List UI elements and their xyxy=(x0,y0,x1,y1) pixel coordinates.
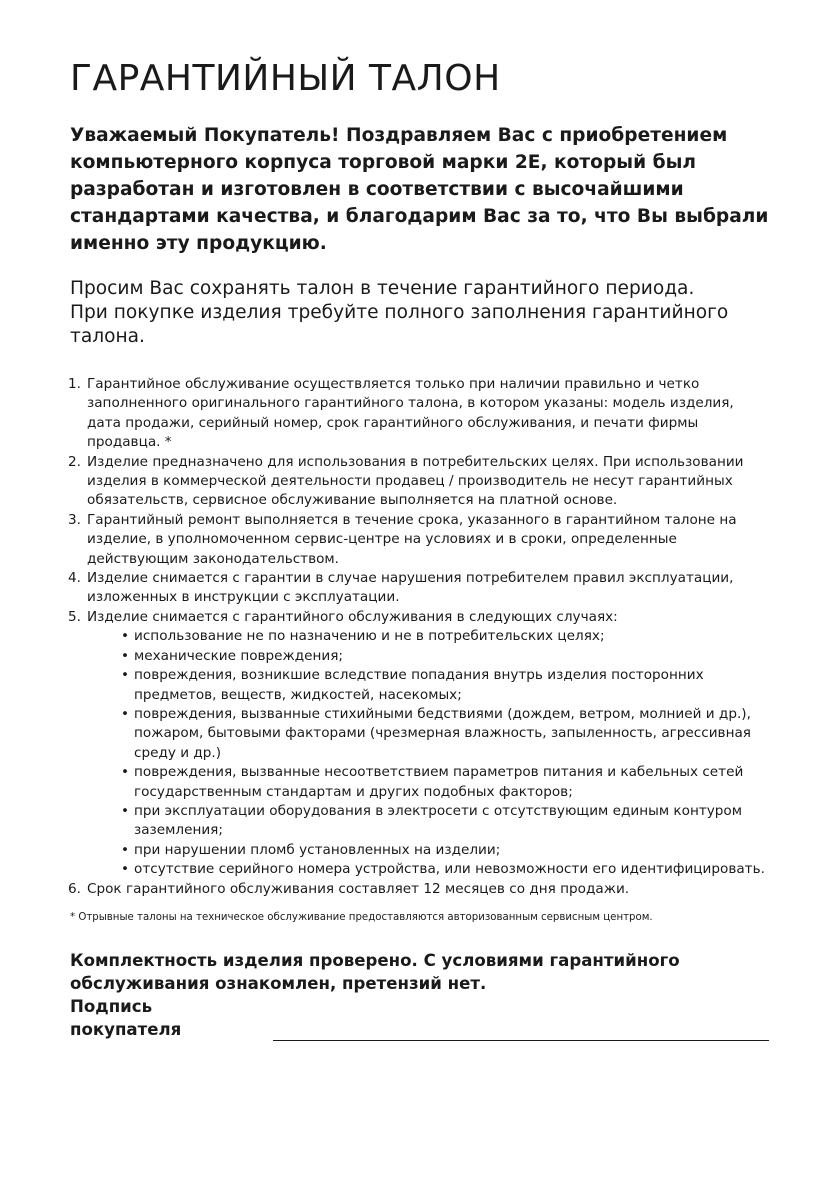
exclusion-case: • использование не по назначению и не в потребительских целях; xyxy=(121,627,769,646)
request-line-2: При покупке изделия требуйте полного заполнения гарантийного талона. xyxy=(70,302,729,347)
term-item xyxy=(70,511,769,569)
signature-line xyxy=(273,1021,769,1041)
exclusion-case: • при нарушении пломб установленных на изделии; xyxy=(121,841,769,860)
term-text: Изделие снимается с гарантийного обслуживания в следующих случаях: xyxy=(87,608,618,625)
intro-paragraph: Уважаемый Покупатель! Поздравляем Вас с приобретением компьютерного корпуса торговой марки 2E, который был разработан и изготовлен в соответствии с высочайшими стандартами качества, и благодарим Вас за то, что Вы выбрали именно эту продукцию. xyxy=(70,125,769,254)
request-line-1: Просим Вас сохранять талон в течение гарантийного периода. xyxy=(70,278,695,299)
term-number: 6. xyxy=(68,880,81,897)
exclusion-case: • повреждения, вызванные несоответствием параметров питания и кабельных сетей государственным стандартам и других подобных факторов; xyxy=(121,763,769,802)
term-number: 2. xyxy=(68,453,81,470)
exclusion-case: • отсутствие серийного номера устройства, или невозможности его идентифицировать. xyxy=(121,860,769,879)
term-text: Изделие снимается с гарантии в случае нарушения потребителем правил эксплуатации, изложенных в инструкции с эксплуатации. xyxy=(87,570,734,606)
page-title: ГАРАНТИЙНЫЙ ТАЛОН xyxy=(70,58,501,99)
request-paragraph xyxy=(70,277,769,349)
term-item xyxy=(70,608,769,880)
exclusion-case: • повреждения, возникшие вследствие попадания внутрь изделия посторонних предметов, веществ, жидкостей, насекомых; xyxy=(121,666,769,705)
term-number: 4. xyxy=(68,570,81,587)
terms-list xyxy=(70,375,769,899)
term-item xyxy=(70,453,769,511)
term-number: 3. xyxy=(68,511,81,528)
term-text: Изделие предназначено для использования в потребительских целях. При использовании изделия в коммерческой деятельности продавец / производитель не несут гарантийных обязательств, сервисное обслуживание выполняется на платной основе. xyxy=(87,453,744,509)
signature-label: Подпись покупателя xyxy=(70,996,182,1039)
term-item xyxy=(70,375,769,453)
term-item xyxy=(70,569,769,608)
signature-row xyxy=(70,995,769,1041)
term-text: Гарантийный ремонт выполняется в течение срока, указанного в гарантийном талоне на изделие, в уполномоченном сервис-центре на условиях и в сроки, определенные действующим законодательством. xyxy=(87,511,737,567)
term-number: 5. xyxy=(68,608,81,625)
acknowledgement-text: Комплектность изделия проверено. С условиями гарантийного обслуживания ознакомлен, претензий нет. xyxy=(70,950,680,993)
term-text: Гарантийное обслуживание осуществляется только при наличии правильно и четко заполненного оригинального гарантийного талона, в котором указаны: модель изделия, дата продажи, серийный номер, срок гарантийного обслуживания, и печати фирмы продавца. * xyxy=(87,376,734,451)
exclusion-case: • при эксплуатации оборудования в электросети с отсутствующим единым контуром заземления; xyxy=(121,802,769,841)
exclusion-case: • механические повреждения; xyxy=(121,647,769,666)
term-number: 1. xyxy=(68,376,81,392)
exclusion-cases-list xyxy=(87,627,769,879)
footnote: * Отрывные талоны на техническое обслуживание предоставляются авторизованным сервисным центром. xyxy=(70,911,653,923)
term-text: Срок гарантийного обслуживания составляет 12 месяцев со дня продажи. xyxy=(87,880,630,897)
term-item xyxy=(70,880,769,899)
exclusion-case: • повреждения, вызванные стихийными бедствиями (дождем, ветром, молнией и др.), пожаром, бытовыми факторами (чрезмерная влажность, запыленность, агрессивная среду и др.) xyxy=(121,705,769,763)
